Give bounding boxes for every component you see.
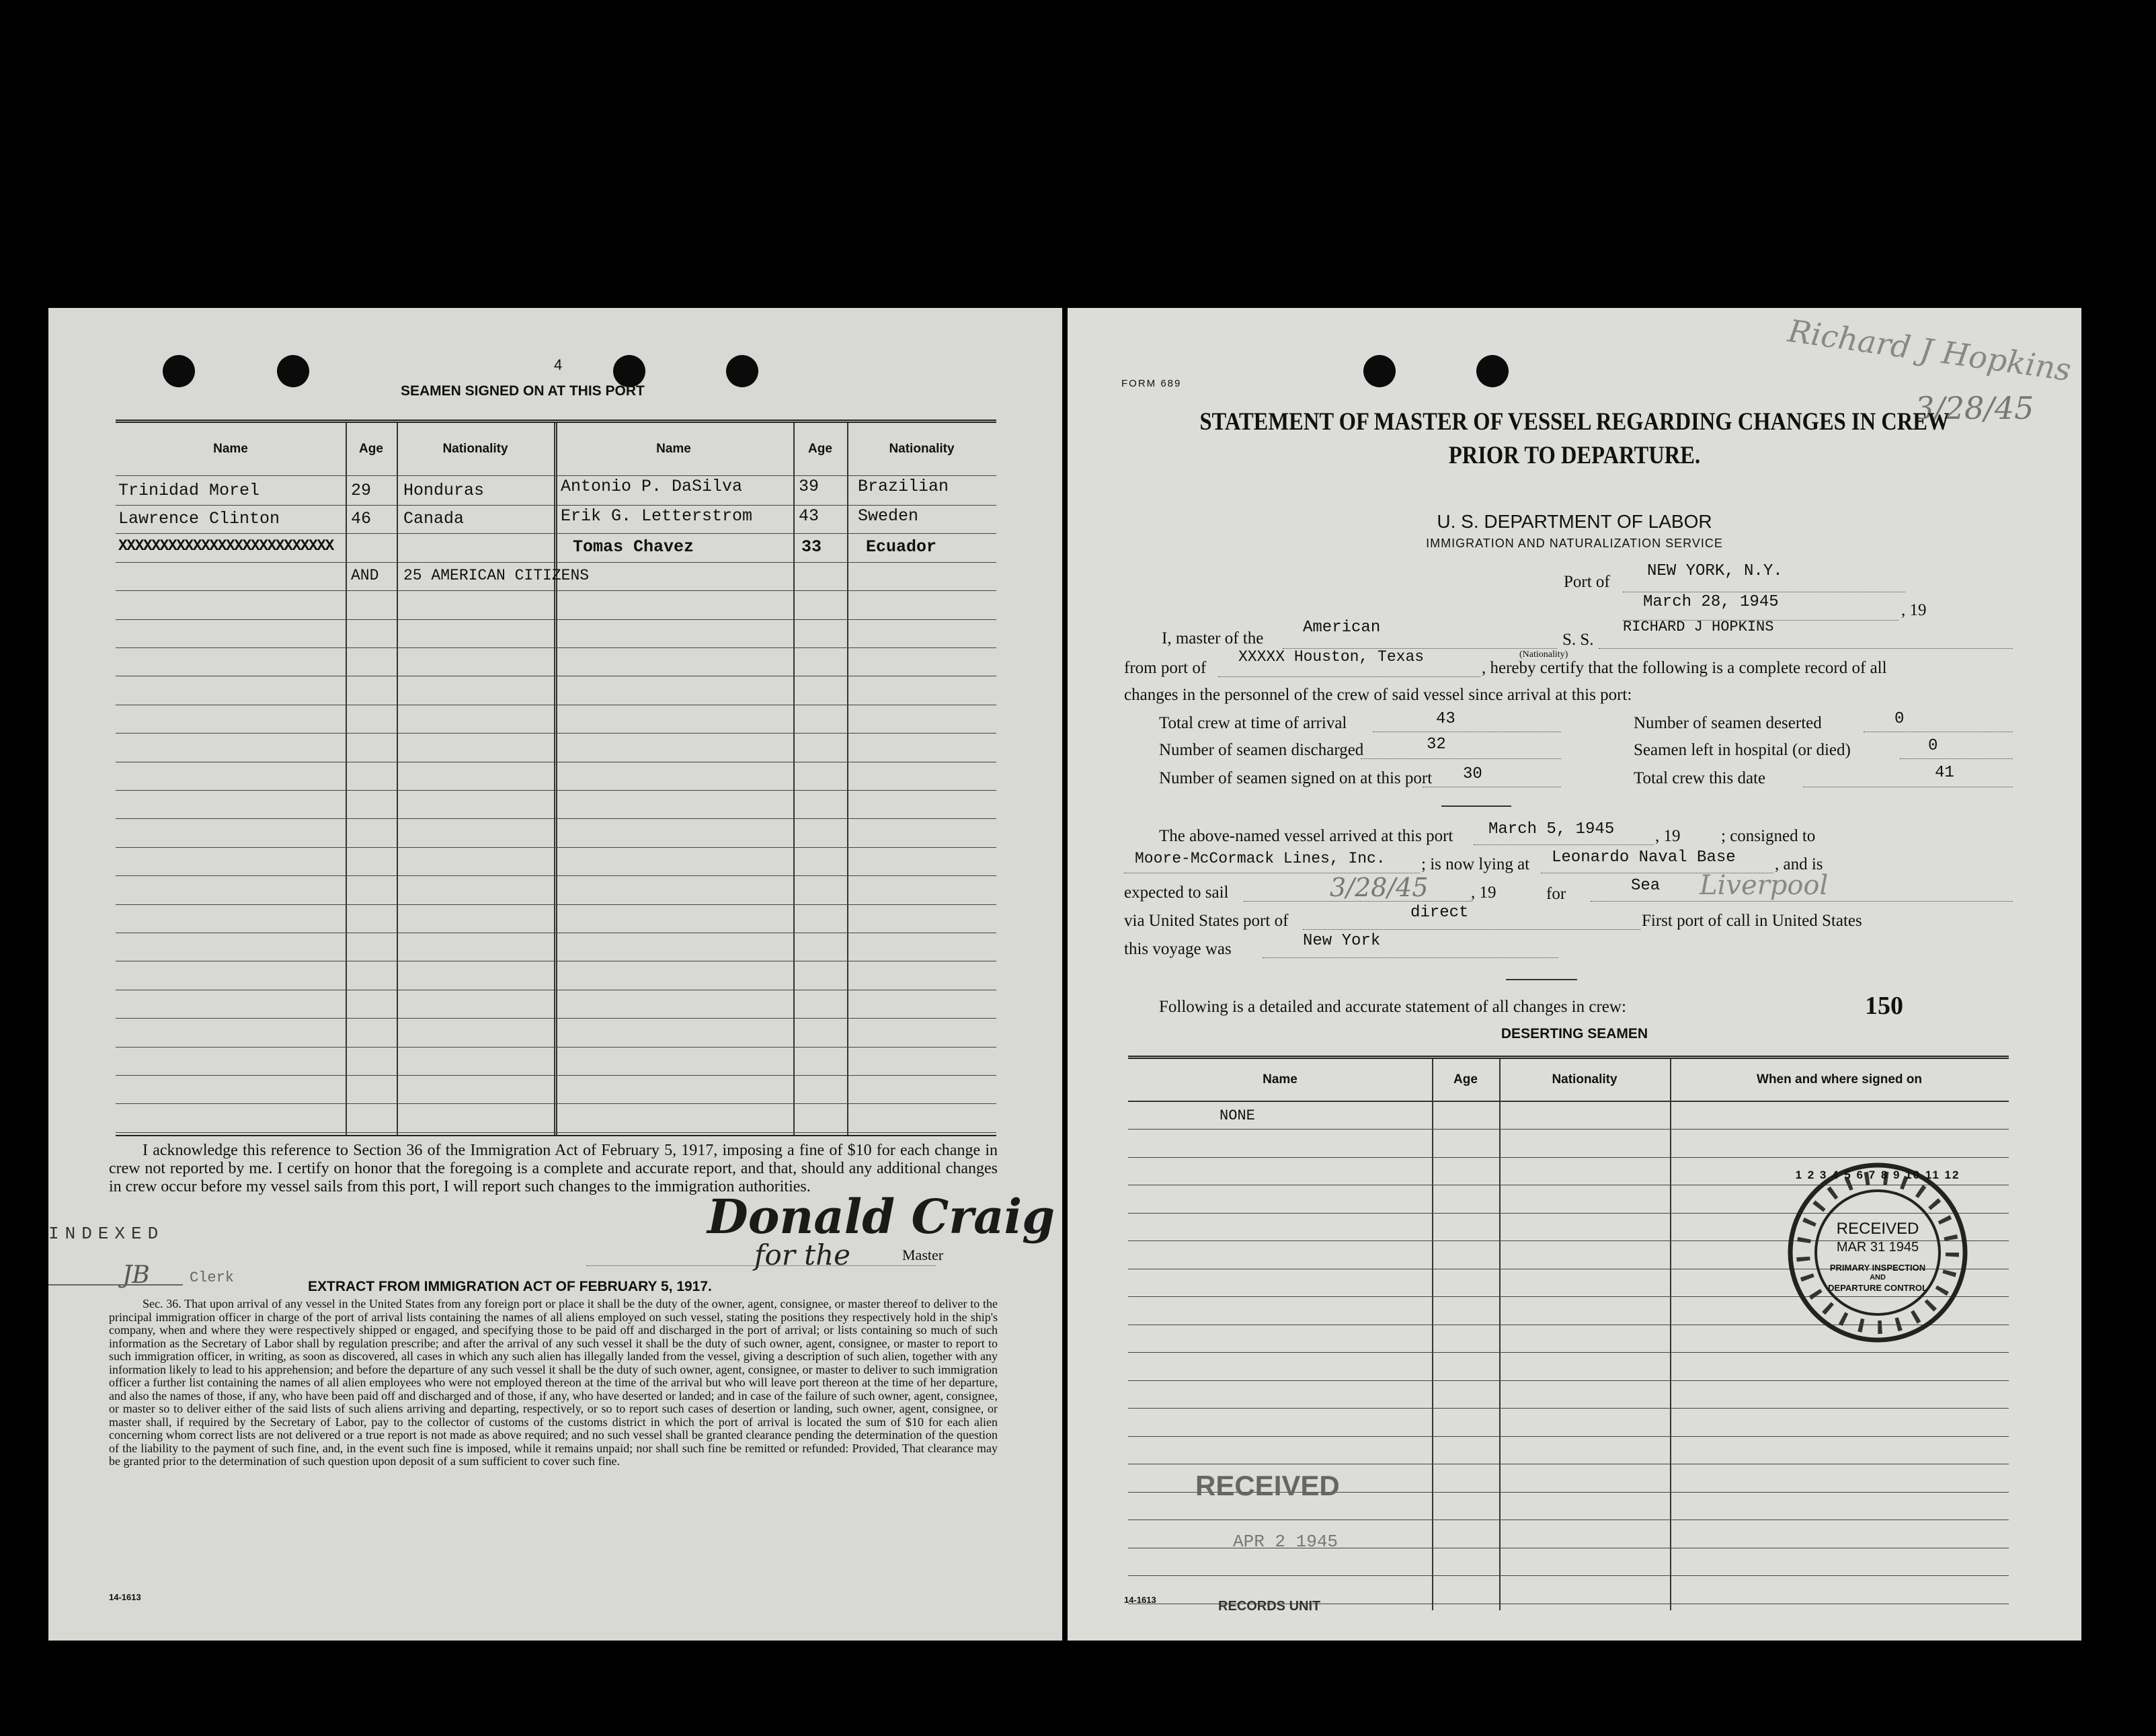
lying-value: Leonardo Naval Base	[1552, 849, 1736, 867]
lying-label: ; is now lying at	[1421, 855, 1530, 873]
col-header-name: Name	[1263, 1072, 1297, 1087]
discharged-value: 32	[1427, 736, 1446, 754]
col-header-signed-on: When and where signed on	[1757, 1072, 1922, 1087]
from-port-line	[1218, 676, 1480, 677]
round-received-stamp	[1787, 1162, 1968, 1343]
consigned-label: ; consigned to	[1721, 827, 1816, 845]
punch-hole	[613, 355, 645, 387]
hospital-value: 0	[1928, 737, 1938, 755]
service-name: IMMIGRATION AND NATURALIZATION SERVICE	[1426, 537, 1723, 550]
form-title: STATEMENT OF MASTER OF VESSEL REGARDING CHANGES IN CREW	[1199, 408, 1950, 436]
received-date: APR 2 1945	[1233, 1532, 1339, 1552]
table-cell: Sweden	[858, 506, 919, 526]
form-title-line2: PRIOR TO DEPARTURE.	[1448, 442, 1701, 469]
total-date-value: 41	[1935, 764, 1954, 782]
col-header-nationality-2: Nationality	[889, 442, 955, 456]
year-suffix: , 19	[1901, 601, 1927, 619]
table-cell: 46	[351, 509, 372, 528]
col-header-nationality: Nationality	[442, 442, 508, 456]
table-rule	[116, 647, 996, 648]
table-cell: Lawrence Clinton	[118, 509, 280, 528]
col-header-name-2: Name	[656, 442, 691, 456]
via-value: direct	[1410, 904, 1469, 922]
via-label: via United States port of	[1124, 912, 1289, 930]
arrived-label: The above-named vessel arrived at this port	[1159, 827, 1453, 845]
table-cell: Canada	[403, 509, 465, 528]
nationality-caption: (Nationality)	[1519, 649, 1568, 660]
crew-table	[116, 420, 996, 1136]
rule	[1441, 805, 1511, 807]
master-label: Master	[902, 1247, 944, 1263]
punch-hole	[1363, 355, 1396, 387]
table-rule	[1128, 1436, 2009, 1437]
right-page	[1068, 308, 2081, 1641]
total-arrival-value: 43	[1436, 710, 1455, 728]
table-rule	[116, 1075, 996, 1076]
clerk-initials: JB	[122, 1261, 150, 1289]
date-value: March 28, 1945	[1643, 593, 1779, 611]
for-value: Sea	[1631, 877, 1661, 895]
col-header-name: Name	[213, 442, 248, 456]
ss-label: S. S.	[1562, 631, 1594, 649]
struck-out-entry: XXXXXXXXXXXXXXXXXXXXXXXXXX	[118, 537, 333, 555]
form-code: 14-1613	[109, 1592, 141, 1602]
punch-hole	[726, 355, 758, 387]
from-port-value: XXXXX Houston, Texas	[1238, 648, 1425, 666]
table-rule	[116, 590, 996, 591]
and-is-label: , and is	[1775, 855, 1823, 873]
master-of-label: I, master of the	[1162, 629, 1264, 647]
table-cell: Erik G. Letterstrom	[561, 506, 753, 526]
for-label: for	[1546, 885, 1566, 903]
hospital-label: Seamen left in hospital (or died)	[1634, 741, 1851, 759]
deserted-value: 0	[1894, 710, 1905, 728]
received-stamp: RECEIVED	[1195, 1470, 1340, 1501]
table-cell: 43	[799, 506, 820, 526]
table-cell: 29	[351, 481, 372, 500]
signature-for: for the	[754, 1238, 851, 1271]
extract-title: EXTRACT FROM IMMIGRATION ACT OF FEBRUARY 5, 1917.	[308, 1279, 712, 1294]
table-rule	[116, 619, 996, 620]
expected-label: expected to sail	[1124, 883, 1229, 902]
port-label: Port of	[1564, 573, 1610, 591]
discharged-label: Number of seamen discharged	[1159, 741, 1364, 759]
table-rule	[116, 562, 996, 563]
count-stamp: 150	[1865, 992, 1903, 1020]
punch-hole	[277, 355, 309, 387]
indexed-stamp: INDEXED	[48, 1224, 165, 1244]
table-rule	[116, 505, 996, 506]
table-cell: Trinidad Morel	[118, 481, 260, 500]
page-number: 4	[554, 356, 563, 373]
first-port-label: First port of call in United States	[1642, 912, 1862, 930]
master-signature: Donald Craig	[707, 1189, 1055, 1245]
table-cell: 33	[801, 537, 822, 557]
consignee: Moore-McCormack Lines, Inc.	[1135, 850, 1386, 867]
table-rule	[1128, 1352, 2009, 1353]
round-stamp-received: RECEIVED	[1836, 1220, 1919, 1238]
vessel-name: RICHARD J HOPKINS	[1623, 619, 1774, 635]
col-header-age-2: Age	[808, 442, 832, 456]
certify-text: , hereby certify that the following is a complete record of all	[1482, 659, 1887, 677]
port-value: NEW YORK, N.Y.	[1647, 562, 1783, 580]
table-cell: AND	[351, 567, 379, 584]
voyage-label: this voyage was	[1124, 940, 1232, 958]
table-rule	[116, 1047, 996, 1048]
form-code: 14-1613	[1124, 1595, 1156, 1605]
table-rule	[116, 818, 996, 819]
corner-note: 3/28/45	[1915, 390, 2034, 426]
vessel-nationality: American	[1303, 619, 1381, 637]
table-cell: Honduras	[403, 481, 485, 500]
table-rule	[116, 733, 996, 734]
table-rule	[116, 533, 996, 534]
signature-line	[586, 1265, 936, 1266]
extract-text: Sec. 36. That upon arrival of any vessel in the United States from any foreign port or place it shall be the duty of the owner, agent, consignee, or master thereof to deliver to the principal immigration officer in charge of the port of arrival lists containing the names of all aliens employed on such vessel, stating the positions they respectively hold in the ship's company, when and where they were respectively shipped or engaged, and specifying those to be paid off and discharged in the port of arrival; or lists containing so much of such information as the Secretary of Labor shall by regulation prescribe; and after the arrival of any such vessel it shall be the duty of such owner, agent, consignee, or master to report to such immigration officer, in writing, as soon as discovered, all cases in which any such alien has illegally landed from the vessel, giving a description of such alien, together with any information likely to lead to his apprehension; and before the departure of any such vessel it shall be the duty of such owner, agent, consignee, or master to deliver to such immigration officer a further list containing the names of all alien employees who were not employed thereon at the time of the arrival but who will leave port thereon at the time of her departure, and also the names of those, if any, who have been paid off and discharged and of those, if any, who have deserted or landed; and in case of the failure of such owner, agent, consignee, or master so to deliver either of the said lists of such aliens arriving and departing, respectively, or so to report such cases of desertion or landing, such owner, agent, consignee, or master shall, if required by the Secretary of Labor, pay to the collector of customs of the customs district in which the port of arrival is located the sum of $10 for each alien concerning whom correct lists are not delivered or a true report is not made as above required; and no such vessel shall be granted clearance pending the determination of the question of the liability to the payment of such fine, and, in the event such fine is imposed, while it remains unpaid; nor shall such fine be remitted or refunded: Provided, That clearance may be granted prior to the determination of such question upon deposit of a sum sufficient to cover such fine.	[109, 1297, 998, 1468]
col-header-age: Age	[359, 442, 383, 456]
voyage-value: New York	[1303, 932, 1381, 950]
department-name: U. S. DEPARTMENT OF LABOR	[1437, 511, 1712, 532]
round-stamp-text: DEPARTURE CONTROL	[1828, 1283, 1927, 1293]
table-rule	[116, 847, 996, 848]
deserting-title: DESERTING SEAMEN	[1501, 1026, 1648, 1041]
total-arrival-label: Total crew at time of arrival	[1159, 714, 1347, 732]
table-rule	[1128, 1575, 2009, 1576]
signed-on-label: Number of seamen signed on at this port	[1159, 769, 1433, 787]
section-title: SEAMEN SIGNED ON AT THIS PORT	[401, 383, 645, 399]
expected-value: 3/28/45	[1330, 873, 1429, 902]
table-cell: Tomas Chavez	[573, 537, 694, 557]
punch-hole	[163, 355, 195, 387]
records-unit-stamp: RECORDS UNIT	[1218, 1599, 1321, 1614]
table-rule	[116, 904, 996, 905]
following-label: Following is a detailed and accurate statement of all changes in crew:	[1159, 998, 1626, 1016]
round-stamp-digits: 1 2 3 4 5 6 7 8 9 10 11 12	[1795, 1169, 1960, 1181]
table-cell: Brazilian	[858, 477, 949, 496]
round-stamp-text: PRIMARY INSPECTION	[1829, 1263, 1926, 1273]
table-rule	[1128, 1380, 2009, 1381]
col-header-nationality: Nationality	[1552, 1072, 1618, 1087]
table-rule	[116, 1132, 996, 1133]
table-rule	[1128, 1157, 2009, 1158]
table-rule	[1128, 1408, 2009, 1409]
from-port-label: from port of	[1124, 659, 1207, 677]
col-header-age: Age	[1453, 1072, 1478, 1087]
clerk-line	[48, 1284, 183, 1286]
table-cell: 25 AMERICAN CITIZENS	[403, 567, 590, 584]
table-cell: NONE	[1220, 1107, 1255, 1124]
certify-text-2: changes in the personnel of the crew of said vessel since arrival at this port:	[1124, 686, 1632, 704]
acknowledgement-text: I acknowledge this reference to Section 36 of the Immigration Act of February 5, 1917, imposing a fine of $10 for each change in crew not reported by me. I certify on honor that the foregoing is a complete and accurate report, and that, should any additional changes in crew occur before my vessel sails from this port, I will report such changes to the immigration authorities.	[109, 1142, 998, 1195]
table-cell: Antonio P. DaSilva	[561, 477, 743, 496]
clerk-label: Clerk	[190, 1269, 235, 1286]
table-rule	[116, 1103, 996, 1104]
for-hand: Liverpool	[1700, 870, 1829, 901]
table-cell: 39	[799, 477, 820, 496]
table-rule	[116, 875, 996, 876]
table-rule	[1128, 1129, 2009, 1130]
round-stamp-date: MAR 31 1945	[1836, 1240, 1919, 1255]
round-stamp-text: AND	[1870, 1273, 1886, 1281]
table-rule	[116, 1018, 996, 1019]
deserted-label: Number of seamen deserted	[1634, 714, 1822, 732]
arrived-value: March 5, 1945	[1488, 820, 1615, 838]
expected-year: , 19	[1471, 883, 1496, 902]
corner-signature: Richard J Hopkins	[1786, 312, 2074, 389]
total-date-label: Total crew this date	[1634, 769, 1766, 787]
form-number: FORM 689	[1121, 378, 1182, 389]
left-page	[48, 308, 1062, 1641]
table-rule	[116, 790, 996, 791]
table-cell: Ecuador	[866, 537, 937, 557]
rule	[1506, 979, 1577, 980]
vessel-name-line	[1599, 648, 2013, 649]
punch-hole	[1476, 355, 1509, 387]
signed-on-value: 30	[1463, 765, 1482, 783]
arrived-year: , 19	[1655, 827, 1681, 845]
